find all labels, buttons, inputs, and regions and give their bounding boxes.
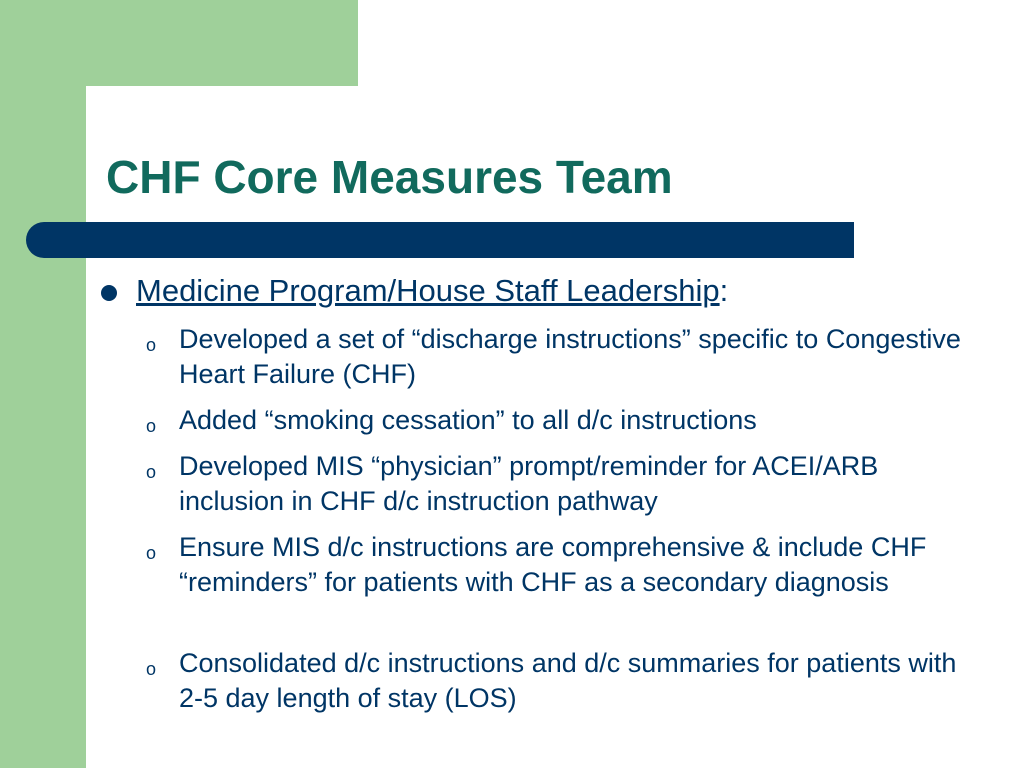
slide-title: CHF Core Measures Team (106, 151, 673, 203)
sub-bullet-5: Consolidated d/c instructions and d/c summaries for patients with 2-5 day length of stay (LOS) (179, 648, 957, 713)
sub-bullet-1: Developed a set of “discharge instructions” specific to Congestive Heart Failure (CHF) (179, 324, 961, 389)
sub-bullet-marker: o (146, 416, 157, 436)
heading-colon: : (719, 273, 729, 308)
sub-bullet-marker: o (146, 462, 157, 482)
sub-bullet-2: Added “smoking cessation” to all d/c instructions (179, 405, 757, 435)
sub-bullet-marker: o (146, 659, 157, 679)
sub-bullet-marker: o (146, 335, 157, 355)
sub-bullet-marker: o (146, 543, 157, 563)
sub-bullet-3: Developed MIS “physician” prompt/reminder for ACEI/ARB inclusion in CHF d/c instruction pathway (179, 451, 879, 516)
sub-bullet-4: Ensure MIS d/c instructions are comprehensive & include CHF “reminders” for patients with CHF as a secondary diagnosis (179, 532, 927, 597)
bullet-dot-icon (101, 285, 117, 301)
heading-link[interactable]: Medicine Program/House Staff Leadership (136, 273, 720, 308)
bullet-heading (136, 273, 728, 309)
